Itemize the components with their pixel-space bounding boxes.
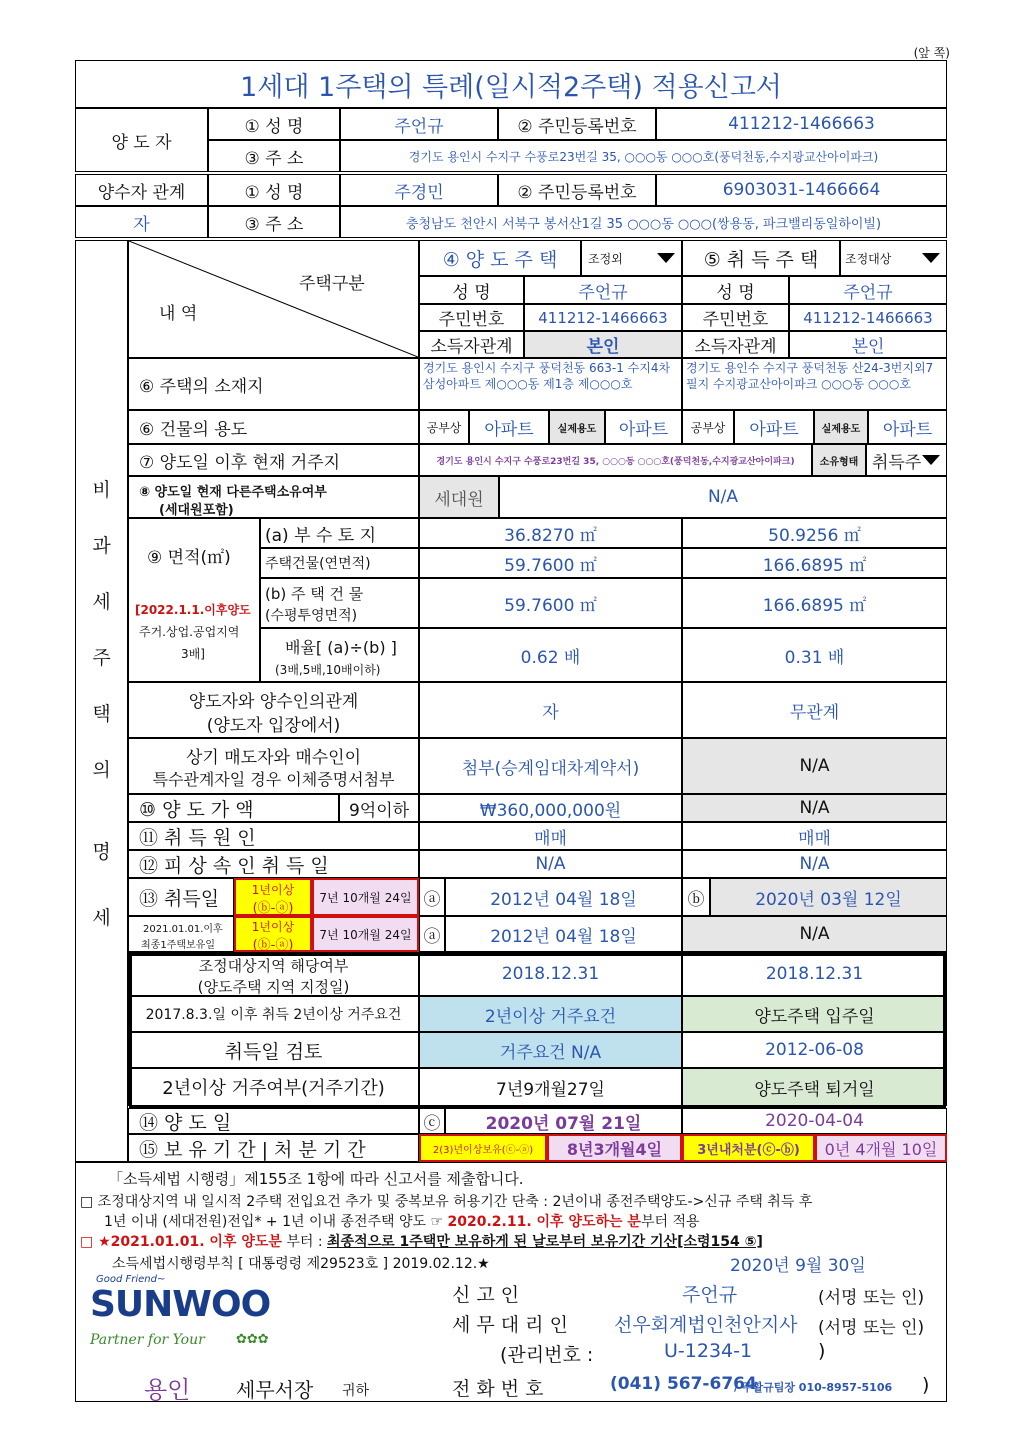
transfer-owner-id[interactable]: 411212-1466663 <box>524 304 682 331</box>
area-label: ⑨ 면적(㎡) <box>147 548 231 568</box>
inherit-label: ⑫ 피 상 속 인 취 득 일 <box>128 850 419 878</box>
note-apply-suffix: 부터 적용 <box>640 1214 700 1230</box>
area-label-cell <box>128 518 260 682</box>
official-usage-label: 공부상 <box>419 410 469 444</box>
price-condition: 9억이하 <box>339 794 419 822</box>
residence-value[interactable]: 경기도 용인시 수지구 수풍로23번길 35, ○○○동 ○○○호(풍덕천동,수지광교산아이파크) <box>419 444 812 476</box>
logo-brand: SUNWOO <box>90 1284 271 1325</box>
note-apply-date: 2020.2.11. 이후 양도하는 분 <box>447 1214 641 1230</box>
acquire-type-value: 조정대상 <box>845 251 892 266</box>
transfer-land-area[interactable]: 36.8270 ㎡ <box>419 518 682 548</box>
side-char: 비 <box>92 478 111 501</box>
note-apply-text: 1년 이내 (세대전원)전입* + 1년 이내 종전주택 양도 ☞ <box>104 1214 448 1230</box>
acq-check-label: 취득일 검토 <box>128 1032 419 1068</box>
relation-sublabel: (양도자 입장에서) <box>206 716 341 736</box>
other-house-label-cell <box>128 476 419 518</box>
land-area-label: (a) 부 수 토 지 <box>260 518 419 548</box>
owner-name-label: 성 명 <box>419 276 524 304</box>
reporter-sign[interactable]: (서명 또는 인) <box>818 1288 925 1308</box>
transferee-label: 양수자 관계 <box>75 174 208 206</box>
building-horizontal-sublabel: (수평투영면적) <box>265 608 358 624</box>
final-house-cond-1: 1년이상 <box>251 920 295 934</box>
move-in-date[interactable]: 2012-06-08 <box>682 1032 947 1068</box>
side-char: 세 <box>92 590 111 613</box>
acquire-land-area[interactable]: 50.9256 ㎡ <box>682 518 947 548</box>
transfer-type-value: 조정외 <box>588 251 623 266</box>
official-usage-label: 공부상 <box>682 410 734 444</box>
owner-name-label: 성 명 <box>682 276 789 304</box>
acquire-cause[interactable]: 매매 <box>682 822 947 850</box>
side-char: 세 <box>92 906 111 929</box>
other-house-label: ⑧ 양도일 현재 다른주택소유여부 <box>139 485 327 500</box>
relation-label: 양도자와 양수인의관계 <box>188 692 359 712</box>
side-char: 택 <box>92 702 111 725</box>
transfer-house-header: ④ 양 도 주 택 <box>419 240 581 276</box>
transfer-date-label: ⑭ 양 도 일 <box>128 1108 419 1134</box>
logo-slogan: Partner for Your <box>90 1332 205 1348</box>
transfer-cause[interactable]: 매매 <box>419 822 682 850</box>
acq-date-period: 7년 10개월 24일 <box>312 878 419 916</box>
acq-check-value[interactable]: 거주요건 N/A <box>419 1032 682 1068</box>
transfer-building-area[interactable]: 59.7600 ㎡ <box>419 548 682 578</box>
move-in-label: 양도주택 입주일 <box>682 996 947 1032</box>
transfer-price[interactable]: ₩360,000,000원 <box>419 794 682 822</box>
chevron-down-icon <box>922 253 940 263</box>
holding-label: ⑮ 보 유 기 간 | 처 분 기 간 <box>128 1134 419 1162</box>
phone-number[interactable]: (041) 567-6764 <box>610 1374 757 1394</box>
acq-date-condition <box>234 878 312 916</box>
phone-label: 전 화 번 호 <box>452 1378 544 1400</box>
agent-name[interactable]: 선우회계법인천안지사 <box>614 1314 798 1336</box>
acquire-acq-date[interactable]: 2020년 03월 12일 <box>710 878 947 916</box>
acquire-special[interactable]: N/A <box>682 738 947 794</box>
holding-condition: 2(3)년이상보유(ⓒ-ⓐ) <box>419 1134 547 1162</box>
usage-label: ⑥ 건물의 용도 <box>128 410 419 444</box>
agent-sign[interactable]: (서명 또는 인) <box>818 1318 925 1338</box>
transferor-rrn[interactable]: 411212-1466663 <box>656 108 947 140</box>
building-area-label: 주택건물(연면적) <box>260 548 419 578</box>
special-sublabel: 특수관계자일 경우 이체증명서첨부 <box>152 770 395 789</box>
acquire-official-usage[interactable]: 아파트 <box>734 410 814 444</box>
side-char: 과 <box>92 534 111 557</box>
ownership-type-select[interactable] <box>866 444 947 476</box>
transfer-building-horizontal-area[interactable]: 59.7600 ㎡ <box>419 578 682 628</box>
note-2021-line <box>80 1231 763 1251</box>
transferor-rrn-label: ② 주민등록번호 <box>498 108 656 140</box>
holding-period-value[interactable]: 8년3개월4일 <box>547 1134 682 1162</box>
relation-label-cell <box>128 682 419 738</box>
note-decree: 소득세법시행령부칙 [ 대통령령 제29523호 ] 2019.02.12.★ <box>112 1256 490 1272</box>
acq-date-cond-2: (ⓑ-ⓐ) <box>252 901 294 916</box>
logo-tagline: Good Friend~ <box>96 1274 166 1285</box>
transfer-official-usage[interactable]: 아파트 <box>469 410 549 444</box>
chevron-down-icon <box>922 455 940 465</box>
note-2021-date: □ ★2021.01.01. 이후 양도분 <box>80 1234 282 1250</box>
ratio-label-cell <box>260 628 419 682</box>
side-char: 주 <box>92 646 111 669</box>
transfer-special[interactable]: 첨부(승계임대차계약서) <box>419 738 682 794</box>
area-note-3: 3배] <box>181 647 205 661</box>
transfer-owner-name[interactable]: 주언규 <box>524 276 682 304</box>
area-note-2: 주거.상업.공업지역 <box>139 625 240 639</box>
transferee-rrn[interactable]: 6903031-1466664 <box>656 174 947 206</box>
building-horizontal-label: (b) 주 택 건 물 <box>265 585 364 603</box>
transferee-relation: 자 <box>75 206 208 238</box>
disposal-condition: 3년내처분(ⓒ-ⓑ) <box>682 1134 815 1162</box>
mark-a: ⓐ <box>419 916 445 952</box>
other-house-sublabel: (세대원포함) <box>159 503 234 518</box>
acquire-inherit[interactable]: N/A <box>682 850 947 878</box>
ownership-type-label: 소유형태 <box>812 444 866 476</box>
final-house-condition <box>234 916 312 952</box>
transferor-label: 양 도 자 <box>75 108 208 172</box>
area-note-1: [2022.1.1.이후양도 <box>135 603 251 617</box>
transfer-relation[interactable]: 자 <box>419 682 682 738</box>
adjust-sublabel: (양도주택 지역 지정일) <box>197 978 350 996</box>
office-suffix: 귀하 <box>342 1383 370 1399</box>
side-char: 명 <box>92 840 111 863</box>
building-horizontal-label-cell <box>260 578 419 628</box>
special-label-cell <box>128 738 419 794</box>
transferor-name[interactable]: 주언규 <box>340 108 498 140</box>
office-label: 세무서장 <box>236 1378 314 1402</box>
sunwoo-logo <box>88 1274 298 1360</box>
mark-a: ⓐ <box>419 878 445 916</box>
note-2021-mid: 부터 : <box>281 1234 328 1250</box>
actual-usage-label: 실제용도 <box>814 410 868 444</box>
agent-label: 세 무 대 리 인 <box>452 1314 568 1336</box>
residence-label: ⑦ 양도일 이후 현재 거주지 <box>128 444 419 476</box>
transfer-owner-relation[interactable]: 본인 <box>524 331 682 358</box>
transferee-rrn-label: ② 주민등록번호 <box>498 174 656 206</box>
phone-close: ) <box>922 1374 930 1396</box>
detail-label: 내 역 <box>159 304 198 324</box>
phone-extra[interactable]: / 주활규팀장 010-8957-5106 <box>734 1381 893 1394</box>
chevron-down-icon <box>657 253 675 263</box>
cause-label: ⑪ 취 득 원 인 <box>128 822 419 850</box>
ratio-label: 배율[ (a)÷(b) ] <box>285 638 397 657</box>
transfer-actual-usage[interactable]: 아파트 <box>605 410 682 444</box>
note-2021-rule: 최종적으로 1주택만 보유하게 된 날로부터 보유기간 기산[소령154 ⑤] <box>327 1234 763 1250</box>
owner-relation-label: 소득자관계 <box>682 331 789 358</box>
resid-req-label: 2017.8.3.일 이후 취득 2년이상 거주요건 <box>128 996 419 1032</box>
final-house-period: 7년 10개월 24일 <box>312 916 419 952</box>
final-house-sublabel: 최종1주택보유일 <box>141 940 215 951</box>
acquire-building-area[interactable]: 166.6895 ㎡ <box>682 548 947 578</box>
resid-period-label: 2년이상 거주여부(거주기간) <box>128 1068 419 1106</box>
acquire-owner-name[interactable]: 주언규 <box>789 276 947 304</box>
transferor-addr[interactable]: 경기도 용인시 수지구 수풍로23번길 35, ○○○동 ○○○호(풍덕천동,수지광교산아이파크) <box>340 140 947 172</box>
owner-id-label: 주민번호 <box>419 304 524 331</box>
reporter-name[interactable]: 주언규 <box>682 1284 738 1306</box>
acquire-owner-id[interactable]: 411212-1466663 <box>789 304 947 331</box>
acquire-relation[interactable]: 무관계 <box>682 682 947 738</box>
transferor-name-label: ① 성 명 <box>208 108 340 140</box>
transfer-adjust-date[interactable]: 2018.12.31 <box>419 952 682 996</box>
page-side-label: (앞 쪽) <box>913 46 950 60</box>
ratio-sublabel: (3배,5배,10배이하) <box>275 663 381 677</box>
transfer-final-house[interactable]: 2012년 04월 18일 <box>445 916 682 952</box>
special-label: 상기 매도자와 매수인이 <box>185 748 362 768</box>
acquire-price[interactable]: N/A <box>682 794 947 822</box>
final-house-cond-2: (ⓑ-ⓐ) <box>252 938 294 953</box>
house-type-label: 주택구분 <box>299 274 365 294</box>
owner-relation-label: 소득자관계 <box>419 331 524 358</box>
acquire-location[interactable]: 경기도 용인수 수지구 풍덕천동 산24-3번지외7필지 수지광교산아이파크 ○○○동 ○○○호 <box>682 358 947 410</box>
acquire-building-horizontal-area[interactable]: 166.6895 ㎡ <box>682 578 947 628</box>
transfer-acq-date[interactable]: 2012년 04월 18일 <box>445 878 682 916</box>
final-house-label-cell <box>128 916 234 952</box>
clover-icon: ✿✿✿ <box>236 1332 269 1347</box>
transferee-name-label: ① 성 명 <box>208 174 340 206</box>
acq-date-cond-1: 1년이상 <box>251 883 295 897</box>
resid-req-value[interactable]: 2년이상 거주요건 <box>419 996 682 1032</box>
move-out-label: 양도주택 퇴거일 <box>682 1068 947 1106</box>
acquire-ratio[interactable]: 0.31 배 <box>682 628 947 682</box>
acquire-house-header: ⑤ 취 득 주 택 <box>682 240 840 276</box>
ownership-type-value: 취득주 <box>872 452 922 473</box>
price-label: ⑩ 양 도 가 액 <box>128 794 339 822</box>
section-side <box>75 240 128 1162</box>
transfer-location[interactable]: 경기도 용인시 수지구 풍덕천동 663-1 수지4차삼성아파트 제○○○동 제1층 제○○○호 <box>419 358 682 410</box>
side-char: 의 <box>92 758 111 781</box>
mgmt-close: ) <box>818 1340 826 1362</box>
acquire-final-house[interactable]: N/A <box>682 916 947 952</box>
disposal-period-value[interactable]: 0년 4개월 10일 <box>815 1134 947 1162</box>
acquire-actual-usage[interactable]: 아파트 <box>868 410 947 444</box>
mark-b: ⓑ <box>682 878 710 916</box>
form-title: 1세대 1주택의 특례(일시적2주택) 적용신고서 <box>75 60 947 108</box>
reporter-label: 신 고 인 <box>452 1284 520 1306</box>
note-regulation: 「소득세법 시행령」제155조 1항에 따라 신고서를 제출합니다. <box>108 1170 524 1188</box>
other-house-value[interactable]: N/A <box>499 476 947 518</box>
transferee-addr-label: ③ 주 소 <box>208 206 340 238</box>
transferee-addr[interactable]: 충청남도 천안시 서북구 봉서산1길 35 ○○○동 ○○○(쌍용동, 파크밸리동일하이빌) <box>340 206 947 238</box>
adjust-label-cell <box>128 952 419 996</box>
adjust-label: 조정대상지역 해당여부 <box>198 957 349 975</box>
transfer-date-value[interactable]: 2020년 07월 21일 <box>445 1108 682 1134</box>
acquire-type-select[interactable] <box>840 240 947 276</box>
final-house-label: 2021.01.01.이후 <box>143 924 223 935</box>
transferor-addr-label: ③ 주 소 <box>208 140 340 172</box>
acquire-adjust-date[interactable]: 2018.12.31 <box>682 952 947 996</box>
resid-period-value[interactable]: 7년9개월27일 <box>419 1068 682 1106</box>
acq-date-label: ⑬ 취득일 <box>128 878 234 916</box>
transfer-inherit[interactable]: N/A <box>419 850 682 878</box>
note-apply-line <box>104 1211 700 1231</box>
transfer-type-select[interactable] <box>581 240 682 276</box>
mgmt-number[interactable]: U-1234-1 <box>664 1340 753 1362</box>
transfer-ratio[interactable]: 0.62 배 <box>419 628 682 682</box>
acquire-owner-relation[interactable]: 본인 <box>789 331 947 358</box>
owner-id-label: 주민번호 <box>682 304 789 331</box>
household-member-label: 세대원 <box>419 476 499 518</box>
new-house-disposal-date[interactable]: 2020-04-04 <box>682 1108 947 1134</box>
location-label: ⑥ 주택의 소재지 <box>128 358 419 410</box>
header-diagonal-cell <box>128 240 419 358</box>
mark-c: ⓒ <box>419 1108 445 1134</box>
office-city[interactable]: 용인 <box>144 1376 191 1404</box>
report-date: 2020년 9월 30일 <box>730 1256 866 1276</box>
note-adjust-area: □ 조정대상지역 내 일시적 2주택 전입요건 추가 및 중복보유 허용기간 단축 : 2년이내 종전주택양도->신규 주택 취득 후 <box>80 1194 813 1210</box>
actual-usage-label: 실제용도 <box>549 410 605 444</box>
transferee-name[interactable]: 주경민 <box>340 174 498 206</box>
mgmt-label: (관리번호 : <box>500 1344 594 1366</box>
